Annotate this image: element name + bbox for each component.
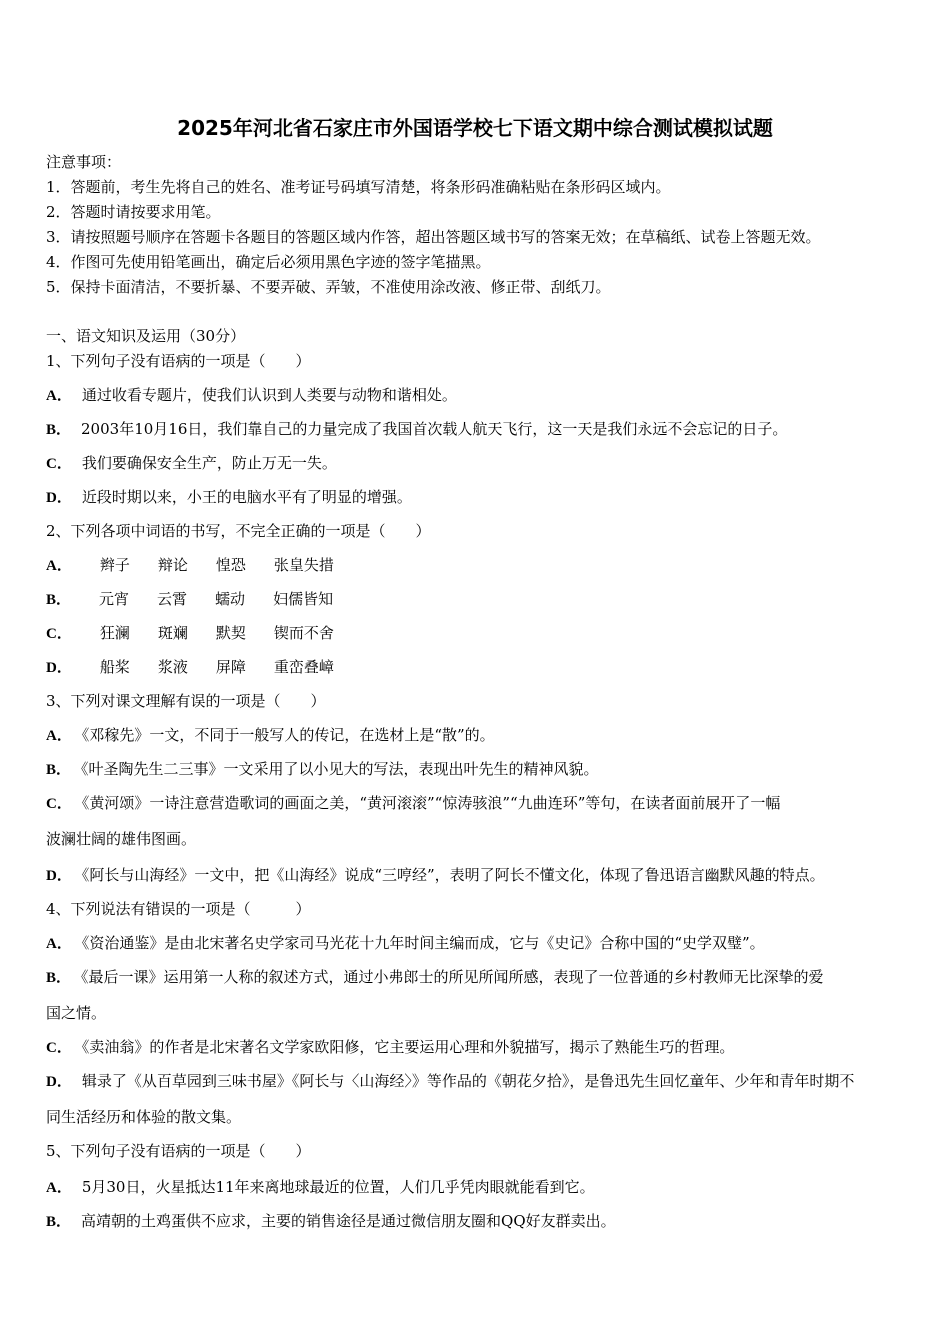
- option-letter: A．: [46, 1180, 72, 1196]
- option-letter: A．: [46, 558, 72, 574]
- option-b: [46, 759, 916, 780]
- option-b: [46, 967, 916, 988]
- option-letter: C．: [46, 796, 72, 812]
- option-letter: B．: [46, 762, 72, 778]
- option-text: 我们要确保安全生产，防止万无一失。: [81, 454, 337, 472]
- option-text: 高靖朝的土鸡蛋供不应求，主要的销售途径是通过微信朋友圈和QQ好友群卖出。: [81, 1212, 616, 1230]
- option-letter: A．: [46, 388, 72, 404]
- section-heading: 一、语文知识及运用（30分）: [46, 327, 246, 345]
- option-c: [46, 793, 916, 814]
- word: 斑斓: [157, 624, 188, 642]
- option-text: 《邓稼先》一文，不同于一般写人的传记，在选材上是“散”的。: [81, 726, 495, 744]
- question-stem: 1、下列句子没有语病的一项是（ ）: [46, 352, 311, 370]
- option-text: 2003年10月16日，我们靠自己的力量完成了我国首次载人航天飞行，这一天是我们永远不会忘记的日子。: [81, 420, 788, 438]
- option-text: 《阿长与山海经》一文中，把《山海经》说成“三哼经”，表明了阿长不懂文化，体现了鲁迅语言幽默风趣的特点。: [81, 866, 825, 884]
- word: 元宵: [99, 590, 130, 608]
- option-b: [46, 589, 916, 610]
- option-letter: C．: [46, 626, 72, 642]
- option-b: [46, 1211, 916, 1232]
- option-letter: B．: [46, 1214, 72, 1230]
- option-a: [46, 725, 916, 746]
- option-letter: D．: [46, 660, 72, 676]
- word: 浆液: [157, 658, 188, 676]
- notice-item: 1．答题前，考生先将自己的姓名、准考证号码填写清楚，将条形码准确粘贴在条形码区域内。: [46, 178, 671, 196]
- option-c: [46, 453, 916, 474]
- question-stem: 3、下列对课文理解有误的一项是（ ）: [46, 692, 326, 710]
- option-text: 5月30日，火星抵达11年来离地球最近的位置，人们几乎凭肉眼就能看到它。: [81, 1178, 595, 1196]
- option-letter: B．: [46, 970, 72, 986]
- option-text: 《最后一课》运用第一人称的叙述方式，通过小弗郎士的所见所闻所感，表现了一位普通的乡村教师无比深挚的爱: [81, 968, 824, 986]
- option-a: [46, 1177, 916, 1198]
- option-letter: C．: [46, 456, 72, 472]
- option-letter: D．: [46, 490, 72, 506]
- option-a: [46, 555, 916, 576]
- option-c-continued: 波澜壮阔的雄伟图画。: [46, 830, 197, 848]
- option-text: 《黄河颂》一诗注意营造歌词的画面之美，“黄河滚滚”“惊涛骇浪”“九曲连环”等句，在读者面前展开了一幅: [81, 794, 781, 812]
- option-letter: A．: [46, 936, 72, 952]
- word: 妇儒皆知: [273, 590, 334, 608]
- option-a: [46, 385, 916, 406]
- word: 屏障: [215, 658, 246, 676]
- option-d: [46, 1071, 916, 1092]
- option-letter: B．: [46, 592, 72, 608]
- option-d-continued: 同生活经历和体验的散文集。: [46, 1108, 242, 1126]
- word: 狂澜: [99, 624, 130, 642]
- option-text: 《叶圣陶先生二三事》一文采用了以小见大的写法，表现出叶先生的精神风貌。: [81, 760, 599, 778]
- notice-heading: 注意事项：: [46, 153, 122, 171]
- word: 张皇失措: [273, 556, 334, 574]
- option-a: [46, 933, 916, 954]
- word: 蠕动: [215, 590, 246, 608]
- option-text: 辑录了《从百草园到三味书屋》《阿长与〈山海经〉》等作品的《朝花夕拾》，是鲁迅先生回忆童年、少年和青年时期不: [81, 1072, 855, 1090]
- option-text: 近段时期以来，小王的电脑水平有了明显的增强。: [81, 488, 412, 506]
- word: 辩论: [157, 556, 188, 574]
- notice-item: 5．保持卡面清洁，不要折暴、不要弄破、弄皱，不准使用涂改液、修正带、刮纸刀。: [46, 278, 611, 296]
- option-letter: D．: [46, 868, 72, 884]
- option-b: [46, 419, 916, 440]
- option-c: [46, 1037, 916, 1058]
- option-text: 《卖油翁》的作者是北宋著名文学家欧阳修，它主要运用心理和外貌描写，揭示了熟能生巧的哲理。: [81, 1038, 735, 1056]
- option-letter: C．: [46, 1040, 72, 1056]
- option-text: 通过收看专题片，使我们认识到人类要与动物和谐相处。: [81, 386, 457, 404]
- word: 船桨: [99, 658, 130, 676]
- question-stem: 4、下列说法有错误的一项是（ ）: [46, 900, 311, 918]
- option-letter: B．: [46, 422, 72, 438]
- word: 惶恐: [215, 556, 246, 574]
- notice-item: 2．答题时请按要求用笔。: [46, 203, 221, 221]
- notice-item: 3．请按照题号顺序在答题卡各题目的答题区域内作答，超出答题区域书写的答案无效；在草稿纸、试卷上答题无效。: [46, 228, 821, 246]
- option-c: [46, 623, 916, 644]
- option-text: 《资治通鉴》是由北宋著名史学家司马光花十九年时间主编而成，它与《史记》合称中国的“史学双璧”。: [81, 934, 765, 952]
- page-title: 2025年河北省石家庄市外国语学校七下语文期中综合测试模拟试题: [177, 116, 773, 140]
- word: 重峦叠嶂: [273, 658, 334, 676]
- notice-item: 4．作图可先使用铅笔画出，确定后必须用黑色字迹的签字笔描黑。: [46, 253, 491, 271]
- question-stem: 5、下列句子没有语病的一项是（ ）: [46, 1142, 311, 1160]
- option-d: [46, 657, 916, 678]
- word: 云霄: [157, 590, 188, 608]
- word: 默契: [215, 624, 246, 642]
- option-b-continued: 国之情。: [46, 1004, 107, 1022]
- option-letter: D．: [46, 1074, 72, 1090]
- option-d: [46, 487, 916, 508]
- question-stem: 2、下列各项中词语的书写，不完全正确的一项是（ ）: [46, 522, 431, 540]
- option-d: [46, 865, 916, 886]
- word: 辫子: [99, 556, 130, 574]
- option-letter: A．: [46, 728, 72, 744]
- word: 锲而不舍: [273, 624, 334, 642]
